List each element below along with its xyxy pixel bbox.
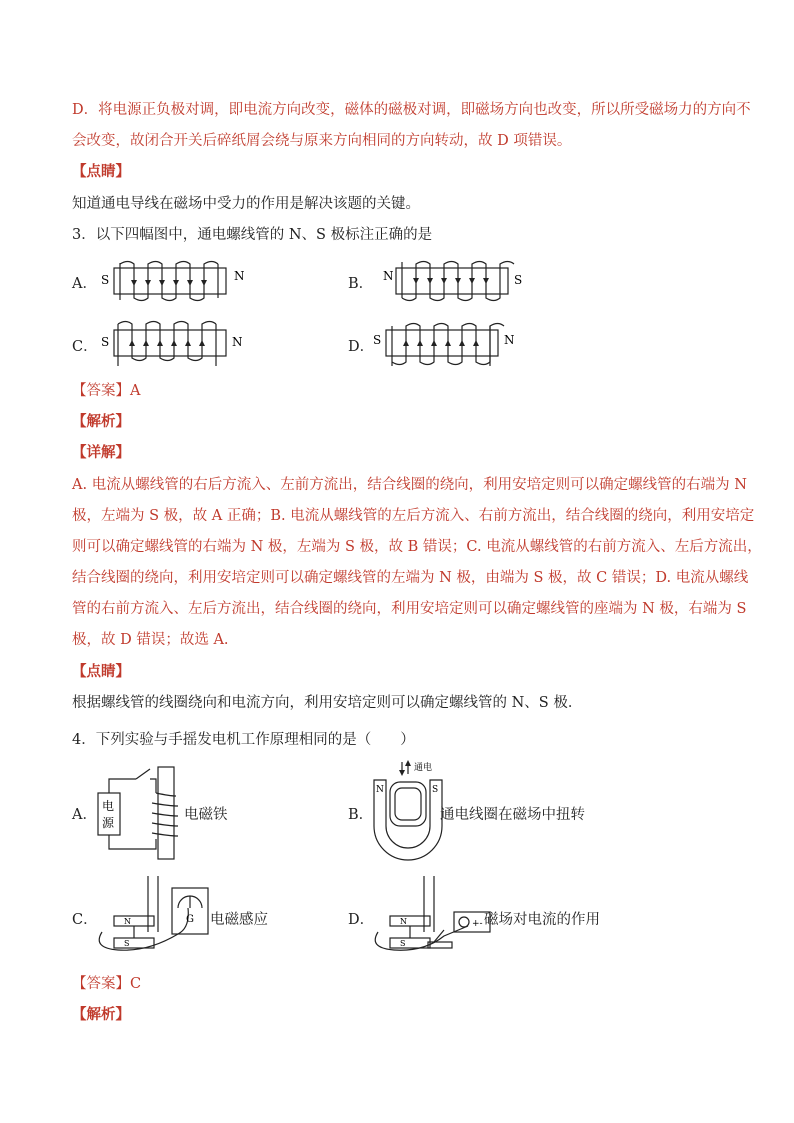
q3-option-d-solenoid bbox=[370, 318, 520, 370]
q4-option-a-electromagnet bbox=[92, 763, 192, 863]
q3-option-b-label: B． bbox=[348, 276, 374, 292]
q4-option-a-caption: 电磁铁 bbox=[184, 807, 228, 823]
question-4: 4．下列实验与手摇发电机工作原理相同的是（ ） bbox=[72, 732, 415, 748]
current-label: 通电 bbox=[414, 763, 433, 773]
q4-option-b-caption: 通电线圈在磁场中扭转 bbox=[440, 807, 585, 823]
svg-text:N: N bbox=[124, 917, 131, 926]
q4-option-d-label: D． bbox=[348, 912, 375, 928]
q3-option-a-solenoid bbox=[98, 258, 248, 306]
right-pole: N bbox=[234, 269, 245, 283]
left-pole: S bbox=[101, 335, 110, 349]
svg-text:S: S bbox=[124, 939, 130, 948]
question-3: 3．以下四幅图中，通电螺线管的 N、S 极标注正确的是 bbox=[72, 227, 433, 243]
q3-detail-line-2: 极，左端为 S 极，故 A 正确；B. 电流从螺线管的左后方流入、右前方流出，结合线圈的绕向，利用安培定 bbox=[72, 508, 755, 524]
svg-text:+-: +- bbox=[472, 919, 483, 929]
q4-option-d-caption: 磁场对电流的作用 bbox=[484, 912, 600, 928]
power-source-text-1: 电 bbox=[102, 799, 115, 813]
q3-detail-line-6: 极，故 D 错误；故选 A. bbox=[72, 632, 229, 648]
q3-answer: 【答案】A bbox=[72, 383, 141, 399]
q3-jiexi-tag: 【解析】 bbox=[72, 413, 130, 430]
q4-option-b-label: B． bbox=[348, 807, 374, 823]
q3-detail-line-1: A. 电流从螺线管的右后方流入、左前方流出，结合线圈的绕向，利用安培定则可以确定螺线管的右端为 N bbox=[72, 477, 747, 493]
right-pole: N bbox=[504, 333, 515, 347]
right-pole: S bbox=[514, 273, 523, 287]
q4-option-b-coil bbox=[368, 758, 448, 868]
option-d-line-1: D．将电源正负极对调，即电流方向改变，磁体的磁极对调，即磁场方向也改变，所以所受磁场力的方向不 bbox=[72, 102, 751, 118]
meter-g: G bbox=[186, 914, 194, 925]
dianjing-tag: 【点睛】 bbox=[72, 163, 130, 180]
q3-option-c-label: C． bbox=[72, 339, 98, 355]
q3-option-b-solenoid bbox=[380, 258, 530, 306]
q4-option-d-force bbox=[368, 872, 498, 956]
pole-n: N bbox=[376, 785, 384, 795]
svg-text:N: N bbox=[400, 917, 407, 926]
power-source-text-2: 源 bbox=[102, 816, 115, 830]
option-d-line-2: 会改变，故闭合开关后碎纸屑会绕与原来方向相同的方向转动，故 D 项错误。 bbox=[72, 133, 572, 149]
q3-option-c-solenoid bbox=[98, 320, 248, 370]
pole-s: S bbox=[432, 785, 439, 795]
q3-dianjing-tag: 【点睛】 bbox=[72, 663, 130, 680]
q3-option-d-label: D． bbox=[348, 339, 375, 355]
left-pole: S bbox=[101, 273, 110, 287]
right-pole: N bbox=[232, 335, 243, 349]
dianjing-text: 知道通电导线在磁场中受力的作用是解决该题的关键。 bbox=[72, 196, 420, 212]
q3-option-a-label: A． bbox=[72, 276, 97, 292]
q4-jiexi-tag: 【解析】 bbox=[72, 1006, 130, 1023]
q3-xiangjie-tag: 【详解】 bbox=[72, 444, 130, 461]
q4-option-c-label: C． bbox=[72, 912, 98, 928]
left-pole: S bbox=[373, 333, 382, 347]
q4-answer: 【答案】C bbox=[72, 976, 142, 992]
left-pole: N bbox=[383, 269, 394, 283]
q3-detail-line-4: 结合线圈的绕向，利用安培定则可以确定螺线管的左端为 N 极，由端为 S 极，故 C 错误；D. 电流从螺线 bbox=[72, 570, 749, 586]
q3-dianjing-text: 根据螺线管的线圈绕向和电流方向，利用安培定则可以确定螺线管的 N、S 极． bbox=[72, 695, 583, 711]
svg-text:S: S bbox=[400, 939, 406, 948]
q3-detail-line-3: 则可以确定螺线管的右端为 N 极，左端为 S 极，故 B 错误；C. 电流从螺线管的右前方流入、左后方流出， bbox=[72, 539, 762, 555]
q3-detail-line-5: 管的右前方流入、左后方流出，结合线圈的绕向，利用安培定则可以确定螺线管的座端为 N 极，右端为 S bbox=[72, 601, 747, 617]
q4-option-c-induction bbox=[92, 872, 222, 956]
q4-option-c-caption: 电磁感应 bbox=[210, 912, 268, 928]
q4-option-a-label: A． bbox=[72, 807, 97, 823]
